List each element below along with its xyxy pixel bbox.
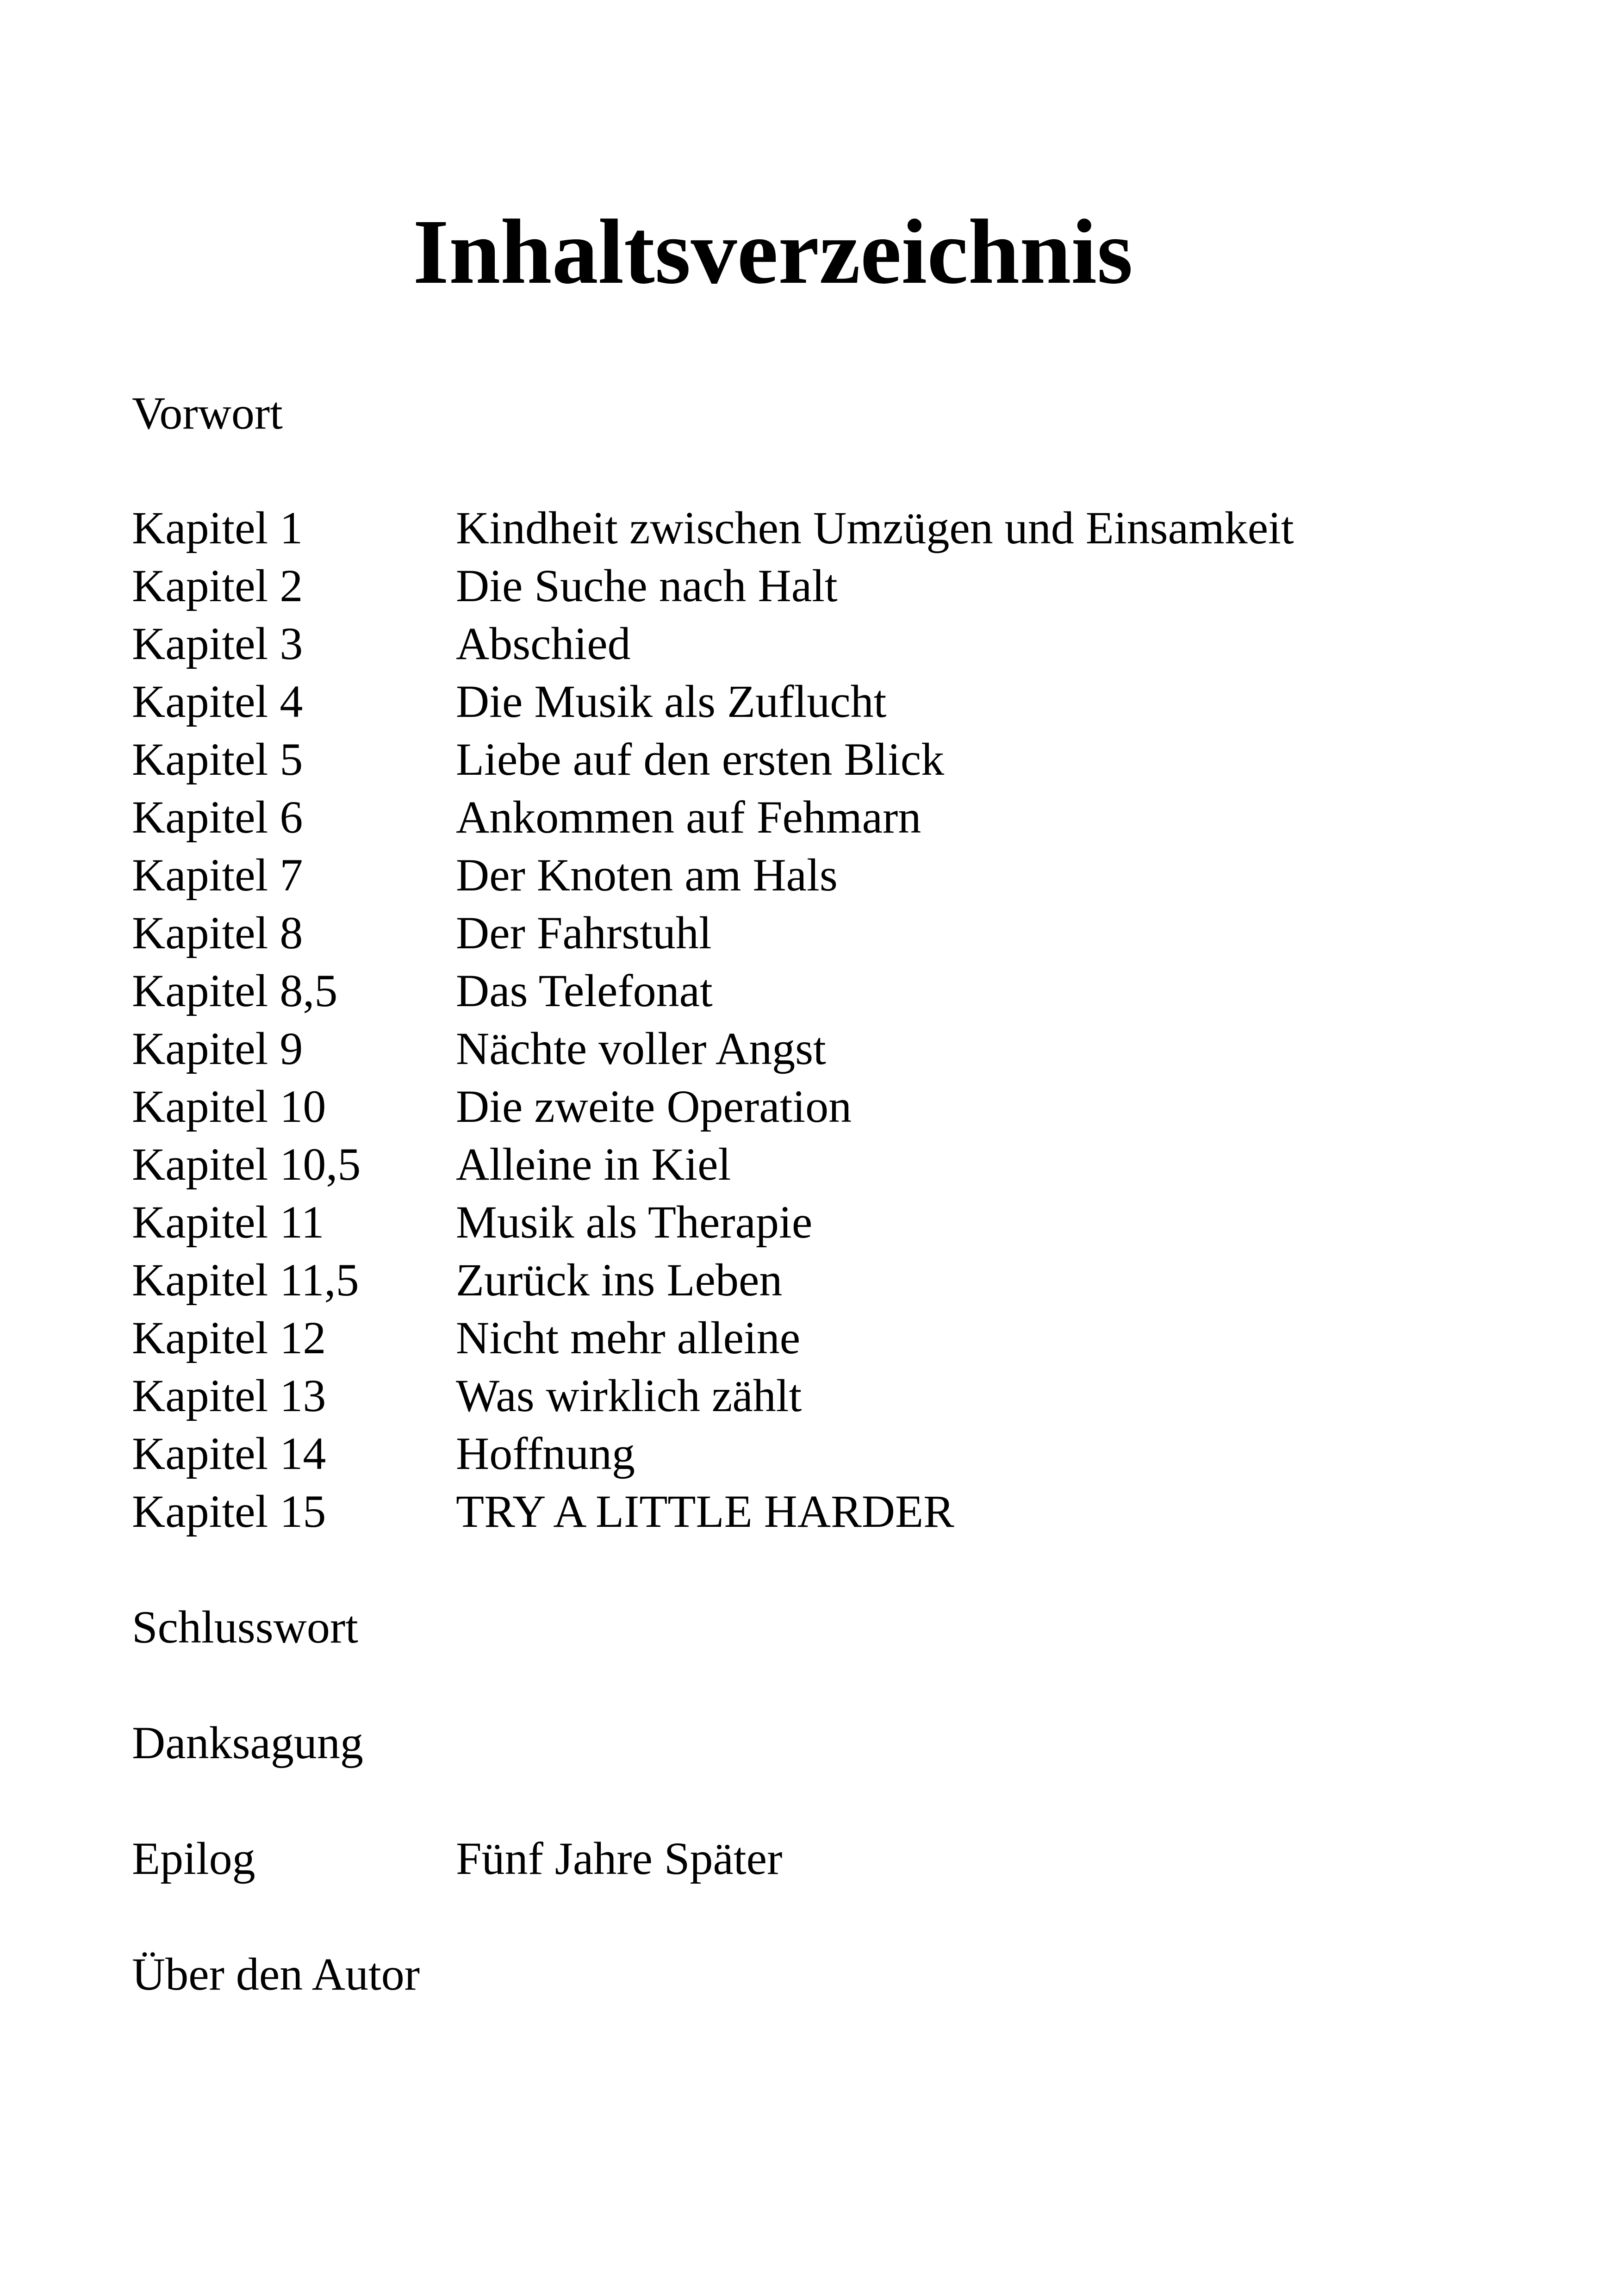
chapter-label: Kapitel 8 [132,907,303,958]
chapter-title: Musik als Therapie [456,1196,813,1248]
epilogue-label: Epilog [132,1833,255,1884]
chapter-label: Kapitel 14 [132,1428,326,1479]
chapter-title: Der Knoten am Hals [456,849,838,901]
chapter-title: Ankommen auf Fehmarn [456,791,921,843]
chapter-title: Die Suche nach Halt [456,560,838,611]
page-title: Inhaltsverzeichnis [413,201,1133,303]
chapter-label: Kapitel 13 [132,1370,326,1421]
chapter-title: Alleine in Kiel [456,1139,731,1190]
chapter-label: Kapitel 7 [132,849,303,901]
chapter-title: Zurück ins Leben [456,1254,783,1306]
acknowledgements-label: Danksagung [132,1717,363,1768]
chapter-label: Kapitel 3 [132,618,303,669]
preface-label: Vorwort [132,387,283,439]
chapter-title: Abschied [456,618,631,669]
chapter-title: Liebe auf den ersten Blick [456,734,945,785]
chapter-label: Kapitel 1 [132,502,303,554]
epilogue-title: Fünf Jahre Später [456,1833,783,1884]
chapter-label: Kapitel 12 [132,1312,326,1363]
chapter-title: TRY A LITTLE HARDER [456,1486,954,1537]
chapter-title: Nächte voller Angst [456,1023,826,1074]
chapter-label: Kapitel 8,5 [132,965,338,1016]
chapter-title: Nicht mehr alleine [456,1312,801,1363]
chapter-title: Was wirklich zählt [456,1370,802,1421]
chapter-title: Das Telefonat [456,965,713,1016]
about-author-label: Über den Autor [132,1948,420,2000]
chapter-title: Die zweite Operation [456,1081,852,1132]
chapter-title: Der Fahrstuhl [456,907,712,958]
chapter-label: Kapitel 4 [132,676,303,727]
chapter-label: Kapitel 11,5 [132,1254,359,1306]
chapter-label: Kapitel 6 [132,791,303,843]
closing-label: Schlusswort [132,1601,358,1653]
chapter-title: Die Musik als Zuflucht [456,676,887,727]
chapter-label: Kapitel 2 [132,560,303,611]
chapter-title: Hoffnung [456,1428,635,1479]
chapter-title: Kindheit zwischen Umzügen und Einsamkeit [456,502,1294,554]
chapter-label: Kapitel 15 [132,1486,326,1537]
chapter-label: Kapitel 10,5 [132,1139,361,1190]
chapter-label: Kapitel 10 [132,1081,326,1132]
chapter-label: Kapitel 11 [132,1196,324,1248]
chapter-label: Kapitel 9 [132,1023,303,1074]
chapter-label: Kapitel 5 [132,734,303,785]
